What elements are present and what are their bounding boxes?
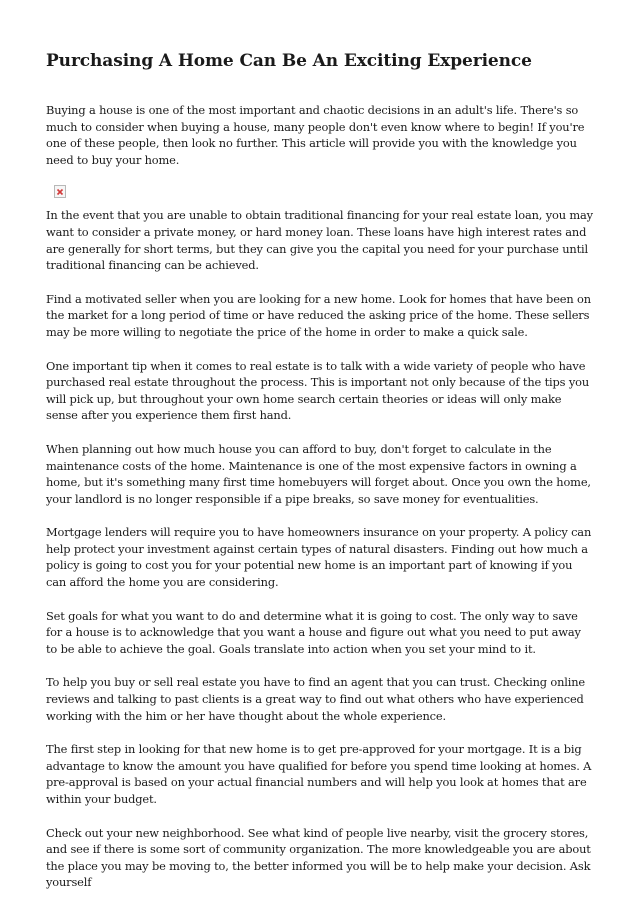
paragraph-pre-approval: The first step in looking for that new home is to get pre-approved for your mortgage. It is a big advantage to know the amount you have qualified for before you spend time looking at homes. A pre-approval is based on your actual financial numbers and will help you look at homes that are within your budget. (46, 742, 592, 806)
document-page (46, 50, 594, 908)
paragraph-insurance: Mortgage lenders will require you to have homeowners insurance on your property. A policy can help protect your investment against certain types of natural disasters. Finding out how much a policy is going to cost you for your potential new home is an important part of knowing if you can afford the home you are considering. (46, 525, 592, 590)
broken-image-x-icon (56, 187, 64, 196)
paragraph-agent: To help you buy or sell real estate you have to find an agent that you can trust. Checking online reviews and talking to past clients is a great way to find out what others who have experienced working with the him or her have thought about the whole experience. (46, 675, 586, 723)
paragraph-goals: Set goals for what you want to do and determine what it is going to cost. The only way to save for a house is to acknowledge that you want a house and figure out what you need to put away to be able to achieve the goal. Goals translate into action when you set your mind to it. (46, 608, 581, 656)
paragraph-neighborhood: Check out your new neighborhood. See what kind of people live nearby, visit the grocery stores, and see if there is some sort of community organization. The more knowledgeable you are about the place you may be moving to, the better informed you will be to help make your decision. Ask yourself (46, 825, 591, 890)
paragraph-financing: In the event that you are unable to obtain traditional financing for your real estate loan, you may want to consider a private money, or hard money loan. These loans have high interest rates and are generally for short terms, but they can give you the capital you need for your purchase until traditional financing can be achieved. (46, 208, 593, 273)
page-title: Purchasing A Home Can Be An Exciting Experience (46, 51, 532, 71)
paragraph-maintenance: When planning out how much house you can afford to buy, don't forget to calculate in the maintenance costs of the home. Maintenance is one of the most expensive factors in owning a home, but it's something many first time homebuyers will forget about. Once you own the home, your landlord is no longer responsible if a pipe breaks, so save money for eventualities. (46, 441, 591, 506)
broken-image-icon (54, 185, 66, 198)
paragraph-motivated-seller: Find a motivated seller when you are looking for a new home. Look for homes that have been on the market for a long period of time or have reduced the asking price of the home. These sellers may be more willing to negotiate the price of the home in order to make a quick sale. (46, 291, 591, 339)
paragraph-talk-to-people: One important tip when it comes to real estate is to talk with a wide variety of people who have purchased real estate throughout the process. This is important not only because of the tips you will pick up, but throughout your own home search certain theories or ideas will only make sense after you experience them first hand. (46, 358, 590, 423)
paragraph-intro: Buying a house is one of the most important and chaotic decisions in an adult's life. There's so much to consider when buying a house, many people don't even know where to begin! If you're one of these people, then look no further. This article will provide you with the knowledge you need to buy your home. (46, 103, 585, 167)
